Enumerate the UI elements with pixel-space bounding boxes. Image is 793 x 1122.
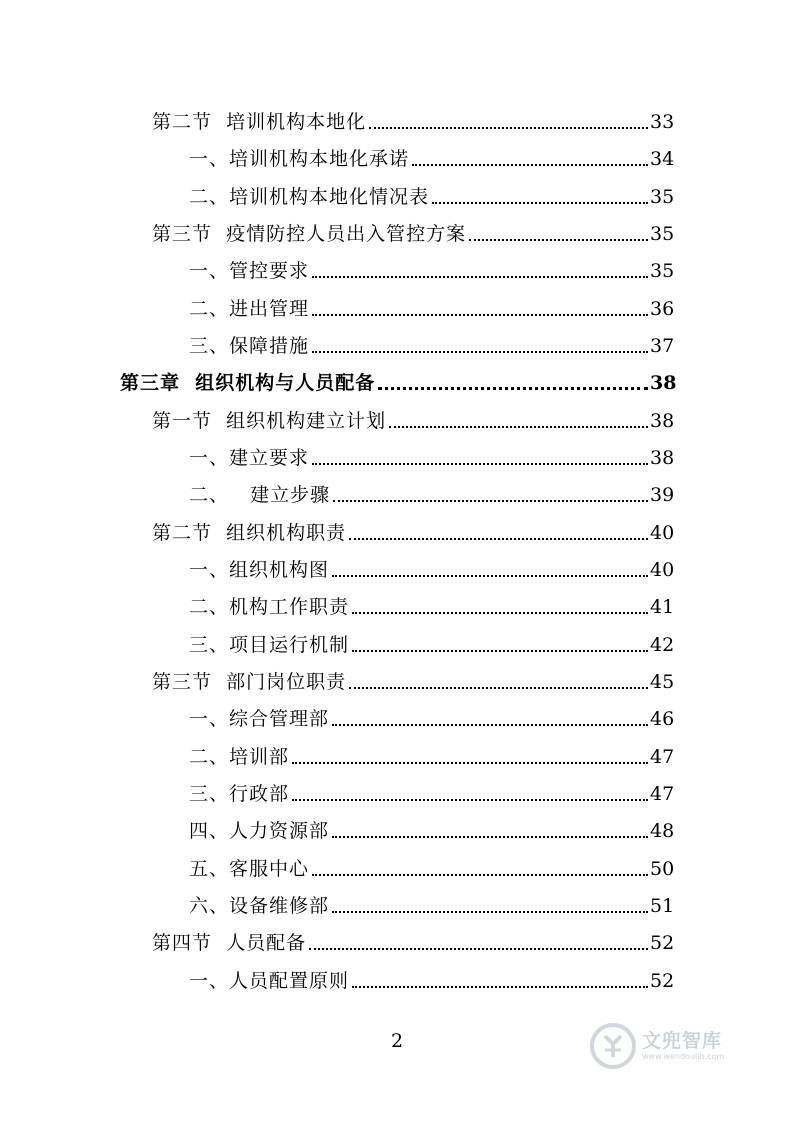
toc-entry-section[interactable] — [152, 515, 674, 545]
toc-entry-title: 五、客服中心 — [189, 858, 310, 880]
toc-entry-section[interactable] — [152, 664, 674, 694]
toc-entry-title: 一、综合管理部 — [189, 708, 330, 730]
dot-leader — [312, 276, 648, 278]
toc-entry-title: 六、设备维修部 — [189, 895, 330, 917]
watermark-logo-icon — [588, 1021, 638, 1071]
toc-entry-title: 三、项目运行机制 — [189, 634, 350, 656]
toc-entry-title: 四、人力资源部 — [189, 820, 330, 842]
dot-leader — [333, 500, 648, 502]
toc-entry-subsection[interactable] — [189, 888, 674, 918]
toc-entry-page: 36 — [650, 298, 675, 320]
dot-leader — [312, 874, 648, 876]
dot-leader — [332, 724, 648, 726]
toc-entry-title: 第一节 组织机构建立计划 — [152, 410, 387, 432]
toc-entry-title: 第四节 人员配备 — [152, 932, 307, 954]
toc-entry-title: 第三章 组织机构与人员配备 — [120, 372, 376, 394]
toc-entry-page: 45 — [650, 671, 675, 693]
toc-entry-page: 35 — [650, 223, 675, 245]
watermark-url: www.wendoulib.com — [642, 1052, 725, 1061]
dot-leader — [312, 463, 648, 465]
toc-entry-title: 一、人员配置原则 — [189, 970, 350, 992]
toc-entry-title: 一、管控要求 — [189, 260, 310, 282]
toc-entry-chapter[interactable] — [120, 365, 677, 395]
toc-entry-page: 40 — [650, 559, 675, 581]
toc-entry-page: 34 — [650, 148, 675, 170]
toc-entry-subsection[interactable] — [189, 813, 674, 843]
toc-entry-subsection[interactable] — [189, 739, 674, 769]
toc-entry-title: 一、培训机构本地化承诺 — [189, 148, 410, 170]
dot-leader — [389, 426, 648, 428]
watermark — [588, 1018, 758, 1074]
toc-entry-page: 46 — [650, 708, 675, 730]
dot-leader — [352, 650, 648, 652]
toc-entry-page: 50 — [650, 858, 675, 880]
dot-leader — [292, 799, 648, 801]
toc-entry-subsection[interactable] — [189, 963, 674, 993]
toc-entry-page: 41 — [650, 596, 675, 618]
dot-leader — [432, 202, 648, 204]
toc-entry-title: 第三节 部门岗位职责 — [152, 671, 347, 693]
toc-entry-title: 一、组织机构图 — [189, 559, 330, 581]
toc-entry-page: 35 — [650, 186, 675, 208]
toc-entry-title: 二、机构工作职责 — [189, 596, 350, 618]
toc-entry-page: 40 — [650, 522, 675, 544]
toc-entry-page: 52 — [650, 932, 675, 954]
toc-entry-title: 第二节 培训机构本地化 — [152, 111, 367, 133]
toc-entry-subsection[interactable] — [189, 291, 674, 321]
dot-leader — [349, 687, 648, 689]
dot-leader — [309, 948, 648, 950]
dot-leader — [369, 127, 648, 129]
toc-entry-page: 39 — [650, 484, 675, 506]
toc-entry-page: 37 — [650, 335, 675, 357]
dot-leader — [352, 986, 648, 988]
dot-leader — [412, 164, 648, 166]
toc-entry-page: 38 — [650, 410, 675, 432]
dot-leader — [312, 314, 648, 316]
dot-leader — [292, 762, 648, 764]
toc-entry-page: 47 — [650, 783, 675, 805]
toc-entry-page: 35 — [650, 260, 675, 282]
toc-entry-section[interactable] — [152, 216, 674, 246]
dot-leader — [332, 575, 648, 577]
toc-entry-page: 52 — [650, 970, 675, 992]
dot-leader — [349, 538, 648, 540]
toc-entry-title: 二、进出管理 — [189, 298, 310, 320]
toc-entry-subsection[interactable] — [189, 589, 674, 619]
toc-entry-title: 三、行政部 — [189, 783, 290, 805]
toc-entry-title: 一、建立要求 — [189, 447, 310, 469]
toc-entry-page: 38 — [650, 447, 675, 469]
dot-leader — [312, 351, 648, 353]
toc-entry-subsection[interactable] — [189, 141, 674, 171]
dot-leader — [469, 239, 648, 241]
toc-entry-section[interactable] — [152, 925, 674, 955]
toc-entry-page: 48 — [650, 820, 675, 842]
toc-entry-title: 第二节 组织机构职责 — [152, 522, 347, 544]
toc-entry-subsection[interactable] — [189, 477, 674, 507]
toc-entry-subsection[interactable] — [189, 179, 674, 209]
watermark-brand: 文兜智库 — [642, 1030, 723, 1052]
dot-leader — [378, 387, 648, 390]
toc-entry-subsection[interactable] — [189, 851, 674, 881]
dot-leader — [332, 836, 648, 838]
toc-entry-page: 33 — [650, 111, 675, 133]
toc-entry-subsection[interactable] — [189, 701, 674, 731]
toc-entry-title: 二、培训机构本地化情况表 — [189, 186, 430, 208]
toc-entry-subsection[interactable] — [189, 440, 674, 470]
toc-entry-section[interactable] — [152, 104, 674, 134]
toc-entry-page: 51 — [650, 895, 675, 917]
dot-leader — [332, 911, 648, 913]
toc-entry-title: 第三节 疫情防控人员出入管控方案 — [152, 223, 467, 245]
toc-entry-page: 42 — [650, 634, 675, 656]
toc-entry-subsection[interactable] — [189, 627, 674, 657]
toc-entry-page: 47 — [650, 746, 675, 768]
toc-entry-section[interactable] — [152, 403, 674, 433]
toc-entry-subsection[interactable] — [189, 253, 674, 283]
toc-entry-subsection[interactable] — [189, 552, 674, 582]
toc-entry-page: 38 — [650, 372, 677, 394]
toc-entry-title: 二、培训部 — [189, 746, 290, 768]
page-number: 2 — [390, 1030, 404, 1052]
toc-entry-subsection[interactable] — [189, 328, 674, 358]
toc-entry-title: 二、 建立步骤 — [189, 484, 331, 506]
toc-entry-subsection[interactable] — [189, 776, 674, 806]
toc-entry-title: 三、保障措施 — [189, 335, 310, 357]
dot-leader — [352, 612, 648, 614]
